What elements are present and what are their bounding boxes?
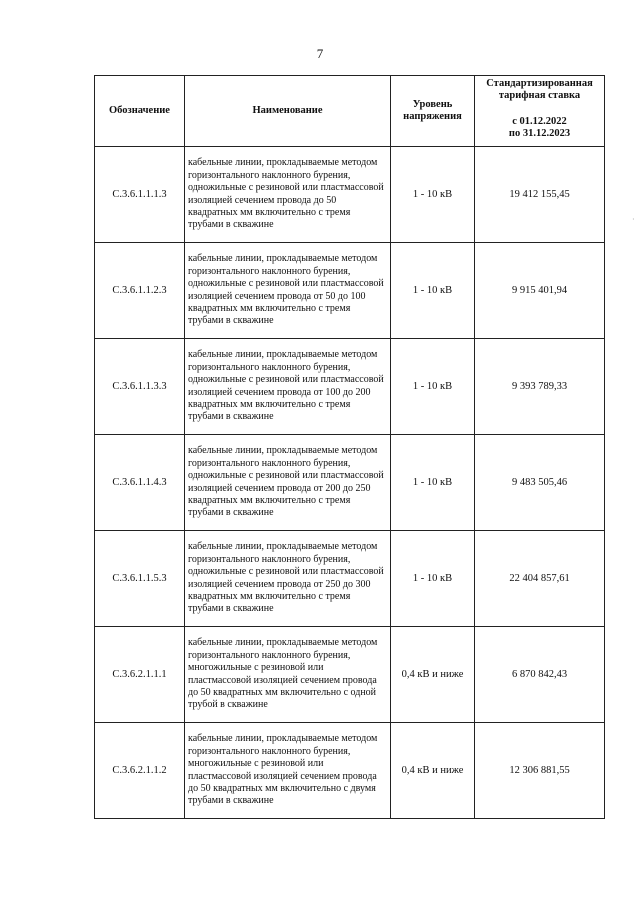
cell-rate: 6 870 842,43 — [475, 627, 605, 723]
cell-voltage: 1 - 10 кВ — [391, 531, 475, 627]
tariff-table — [94, 75, 605, 819]
cell-rate: 9 483 505,46 — [475, 435, 605, 531]
header-voltage-line1: Уровень — [412, 99, 453, 110]
header-rate-line4: по 31.12.2023 — [508, 128, 571, 139]
cell-voltage: 1 - 10 кВ — [391, 339, 475, 435]
header-code: Обозначение — [95, 76, 185, 147]
cell-code: С.3.6.2.1.1.1 — [95, 627, 185, 723]
header-rate-line1: Стандартизированная — [486, 78, 593, 89]
cell-code: С.3.6.2.1.1.2 — [95, 723, 185, 819]
cell-voltage: 0,4 кВ и ниже — [391, 723, 475, 819]
cell-name: кабельные линии, прокладываемые методом горизонтального наклонного бурения, одножильные с резиновой или пластмассовой изоляцией сечением провода от 50 до 100 квадратных мм включительно с тремя трубами в скважине — [185, 243, 391, 339]
cell-rate: 22 404 857,61 — [475, 531, 605, 627]
cell-voltage: 0,4 кВ и ниже — [391, 627, 475, 723]
cell-voltage: 1 - 10 кВ — [391, 147, 475, 243]
cell-code: С.3.6.1.1.2.3 — [95, 243, 185, 339]
header-rate — [475, 76, 605, 147]
cell-rate: 9 915 401,94 — [475, 243, 605, 339]
page-number: 7 — [316, 46, 324, 61]
cell-name: кабельные линии, прокладываемые методом горизонтального наклонного бурения, одножильные с резиновой или пластмассовой изоляцией сечением провода от 200 до 250 квадратных мм включительно с тремя трубами в скважине — [185, 435, 391, 531]
table-row — [95, 147, 605, 243]
table-header-row — [95, 76, 605, 147]
cell-rate: 19 412 155,45 — [475, 147, 605, 243]
cell-code: С.3.6.1.1.3.3 — [95, 339, 185, 435]
header-rate-line3: с 01.12.2022 — [512, 116, 567, 127]
table-row — [95, 243, 605, 339]
cell-name: кабельные линии, прокладываемые методом горизонтального наклонного бурения, одножильные с резиновой или пластмассовой изоляцией сечением провода от 100 до 200 квадратных мм включительно с тремя трубами в скважине — [185, 339, 391, 435]
header-voltage — [391, 76, 475, 147]
cell-rate: 12 306 881,55 — [475, 723, 605, 819]
cell-code: С.3.6.1.1.4.3 — [95, 435, 185, 531]
table-row — [95, 627, 605, 723]
table-row — [95, 339, 605, 435]
table-row — [95, 723, 605, 819]
cell-rate: 9 393 789,33 — [475, 339, 605, 435]
cell-name: кабельные линии, прокладываемые методом горизонтального наклонного бурения, многожильные с резиновой или пластмассовой изоляцией сечением провода до 50 квадратных мм включительно с одной трубой в скважине — [185, 627, 391, 723]
cell-code: С.3.6.1.1.5.3 — [95, 531, 185, 627]
cell-name: кабельные линии, прокладываемые методом горизонтального наклонного бурения, многожильные с резиновой или пластмассовой изоляцией сечением провода до 50 квадратных мм включительно с двумя трубами в скважине — [185, 723, 391, 819]
cell-voltage: 1 - 10 кВ — [391, 243, 475, 339]
cell-name: кабельные линии, прокладываемые методом горизонтального наклонного бурения, одножильные с резиновой или пластмассовой изоляцией сечением провода от 250 до 300 квадратных мм включительно с тремя трубами в скважине — [185, 531, 391, 627]
header-rate-line2: тарифная ставка — [498, 90, 581, 101]
table-row — [95, 531, 605, 627]
header-voltage-line2: напряжения — [403, 111, 462, 122]
scan-artifact-mark: · — [632, 215, 635, 224]
header-name: Наименование — [185, 76, 391, 147]
cell-name: кабельные линии, прокладываемые методом горизонтального наклонного бурения, одножильные с резиновой или пластмассовой изоляцией сечением провода до 50 квадратных мм включительно с тремя трубами в скважине — [185, 147, 391, 243]
cell-code: С.3.6.1.1.1.3 — [95, 147, 185, 243]
table-row — [95, 435, 605, 531]
cell-voltage: 1 - 10 кВ — [391, 435, 475, 531]
